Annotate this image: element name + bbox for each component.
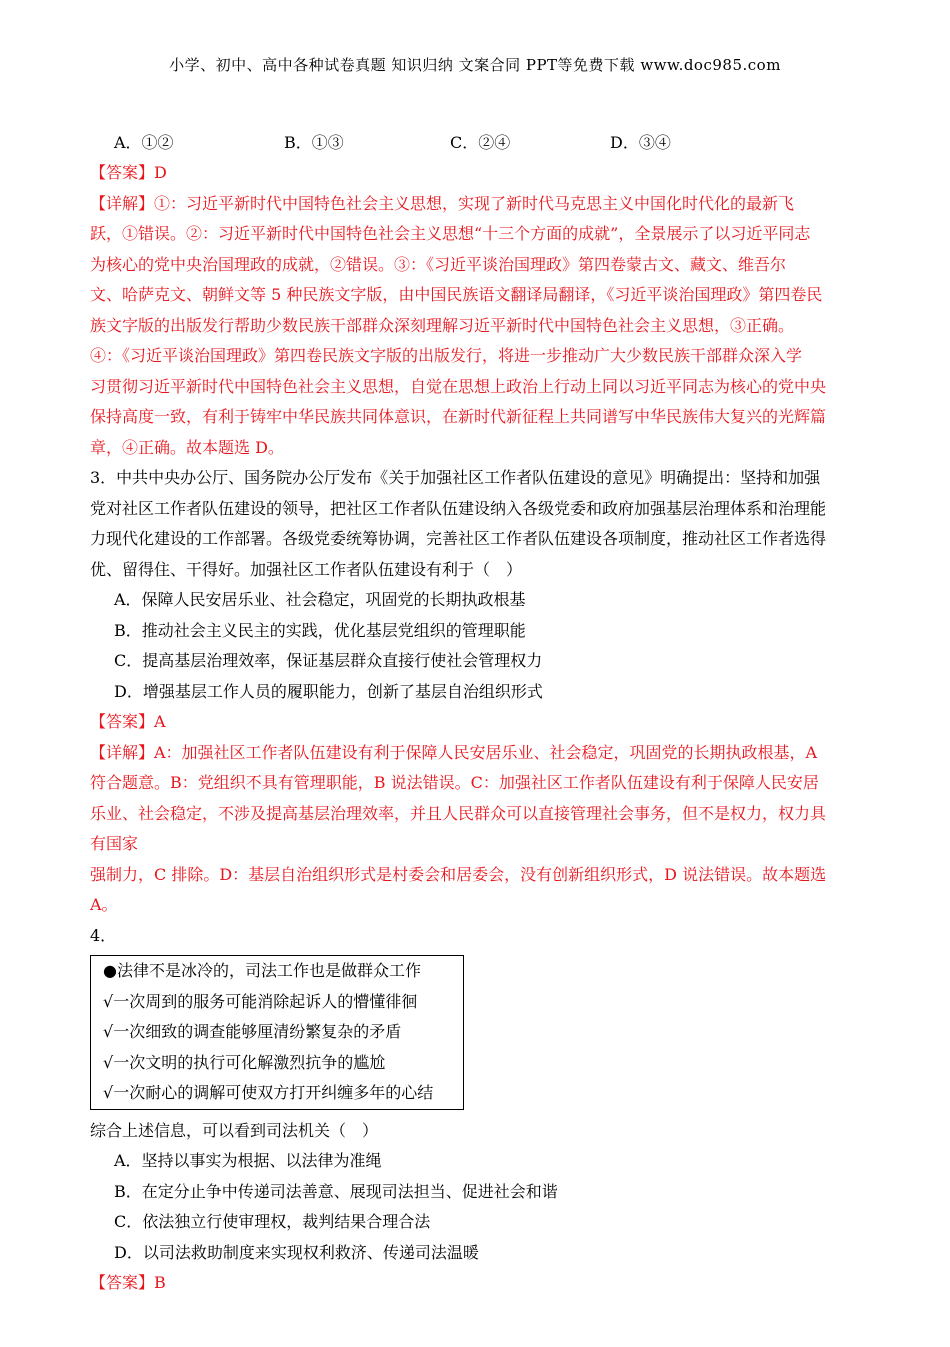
q4-box-line: √一次周到的服务可能消除起诉人的懵懂徘徊 — [103, 991, 418, 1011]
q3-options — [90, 585, 865, 707]
q4-info-box — [90, 955, 464, 1110]
q3-stem-line: 3．中共中央办公厅、国务院办公厅发布《关于加强社区工作者队伍建设的意见》明确提出：坚持和加强 — [90, 468, 821, 487]
q2-detail-line: ④：《习近平谈治国理政》第四卷民族文字版的出版发行，将进一步推动广大少数民族干部群众深入学 — [90, 346, 803, 365]
q2-option-c: C．②④ — [450, 133, 511, 152]
q3-detail-line: 强制力，C 排除。D：基层自治组织形式是村委会和居委会，没有创新组织形式，D 说法错误。故本题选 — [90, 864, 827, 884]
q2-option-d: D．③④ — [610, 133, 671, 152]
q2-detail-line: 【详解】①：习近平新时代中国特色社会主义思想，实现了新时代马克思主义中国化时代化的最新飞 — [90, 193, 795, 213]
q3-stem-line: 党对社区工作者队伍建设的领导，把社区工作者队伍建设纳入各级党委和政府加强基层治理体系和治理能 — [90, 498, 827, 518]
q2-detail — [90, 189, 865, 464]
q3-detail-line: 乐业、社会稳定，不涉及提高基层治理效率，并且人民群众可以直接管理社会事务，但不是权力，权力具 — [90, 803, 827, 823]
q3-option-a: A．保障人民安居乐业、社会稳定，巩固党的长期执政根基 — [114, 590, 526, 609]
page-header: 小学、初中、高中各种试卷真题 知识归纳 文案合同 PPT等免费下载 www.doc985.com — [169, 56, 781, 74]
q2-answer: 【答案】D — [90, 163, 167, 182]
q3-detail — [90, 738, 865, 921]
q2-detail-line: 跃，①错误。②：习近平新时代中国特色社会主义思想“十三个方面的成就”，全景展示了以习近平同志 — [90, 224, 811, 243]
q4-option-a: A．坚持以事实为根据、以法律为准绳 — [114, 1151, 382, 1170]
q2-option-a: A．①② — [114, 133, 174, 152]
q3-stem-line: 力现代化建设的工作部署。各级党委统筹协调，完善社区工作者队伍建设各项制度，推动社区工作者选得 — [90, 529, 827, 548]
q2-detail-line: 族文字版的出版发行帮助少数民族干部群众深刻理解习近平新时代中国特色社会主义思想，③正确。 — [90, 315, 795, 335]
q3-detail-line: 符合题意。B：党组织不具有管理职能，B 说法错误。C：加强社区工作者队伍建设有利于保障人民安居 — [90, 773, 819, 792]
q2-detail-line: 章，④正确。故本题选 D。 — [90, 437, 284, 457]
document-body — [90, 128, 865, 1299]
q4-stem: 综合上述信息，可以看到司法机关（ ） — [90, 1120, 379, 1140]
q2-detail-line: 保持高度一致，有利于铸牢中华民族共同体意识，在新时代新征程上共同谱写中华民族伟大复兴的光辉篇 — [90, 407, 827, 426]
q4-option-c: C．依法独立行使审理权，裁判结果合理合法 — [114, 1212, 431, 1231]
q4-options — [90, 1146, 865, 1268]
q3-detail-line: 有国家 — [90, 834, 139, 853]
q2-options — [90, 128, 865, 158]
q4-box-line: √一次耐心的调解可使双方打开纠缠多年的心结 — [103, 1083, 434, 1102]
q4-option-b: B．在定分止争中传递司法善意、展现司法担当、促进社会和谐 — [114, 1181, 558, 1201]
q3-answer: 【答案】A — [90, 712, 166, 731]
q4-box-line: √一次细致的调查能够厘清纷繁复杂的矛盾 — [103, 1022, 402, 1041]
q4-answer: 【答案】B — [90, 1273, 166, 1292]
q3-option-b: B．推动社会主义民主的实践，优化基层党组织的管理职能 — [114, 620, 526, 640]
q2-detail-line: 为核心的党中央治国理政的成就，②错误。③：《习近平谈治国理政》第四卷蒙古文、藏文、维吾尔 — [90, 254, 787, 274]
q2-detail-line: 文、哈萨克文、朝鲜文等 5 种民族文字版，由中国民族语文翻译局翻译，《习近平谈治国理政》第四卷民 — [90, 285, 823, 304]
q3-option-c: C．提高基层治理效率，保证基层群众直接行使社会管理权力 — [114, 651, 543, 670]
q3-stem — [90, 463, 865, 585]
q3-detail-line: 【详解】A：加强社区工作者队伍建设有利于保障人民安居乐业、社会稳定，巩固党的长期执政根基，A — [90, 742, 818, 762]
q4-box-line: √一次文明的执行可化解激烈抗争的尴尬 — [103, 1052, 386, 1072]
q3-stem-line: 优、留得住、干得好。加强社区工作者队伍建设有利于（ ） — [90, 559, 523, 579]
q3-detail-line: A。 — [90, 895, 118, 914]
q3-option-d: D．增强基层工作人员的履职能力，创新了基层自治组织形式 — [114, 681, 543, 701]
q2-detail-line: 习贯彻习近平新时代中国特色社会主义思想，自觉在思想上政治上行动上同以习近平同志为核心的党中央 — [90, 376, 827, 396]
q4-number: 4． — [90, 925, 117, 945]
q4-option-d: D．以司法救助制度来实现权利救济、传递司法温暖 — [114, 1242, 479, 1262]
q4-box-line: ●法律不是冰冷的，司法工作也是做群众工作 — [103, 961, 421, 980]
q2-option-b: B．①③ — [284, 133, 344, 152]
